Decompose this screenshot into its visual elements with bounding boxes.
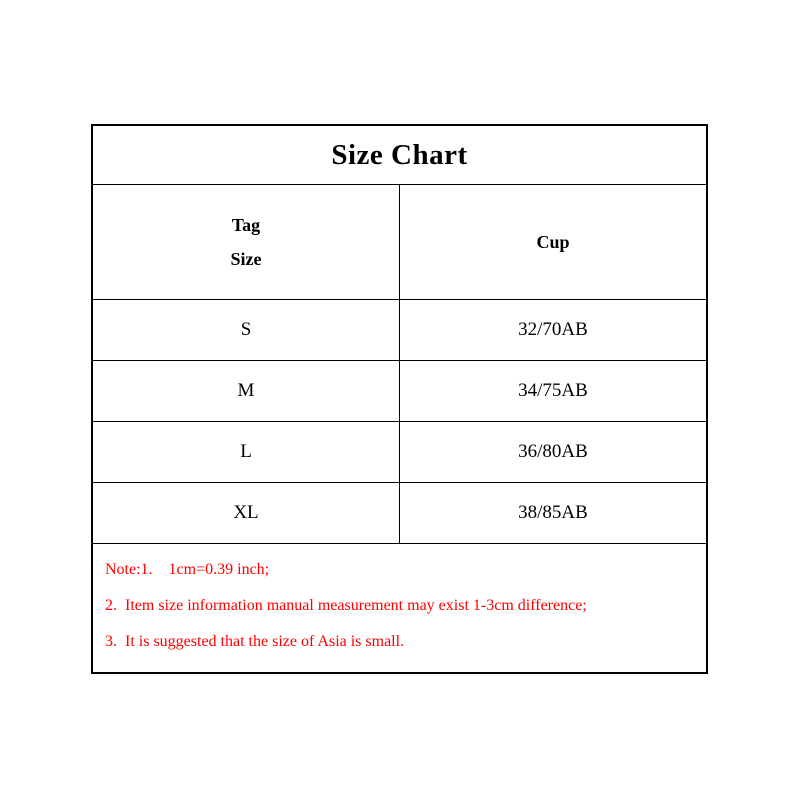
size-chart-table <box>93 126 706 672</box>
cell-cup-s: 32/70AB <box>400 300 707 361</box>
table-row <box>93 300 706 361</box>
column-header-cup: Cup <box>400 185 707 300</box>
note-line-2: 2. Item size information manual measurement may exist 1-3cm difference; <box>105 597 587 615</box>
column-header-tag-size <box>93 185 400 300</box>
size-chart-container <box>91 124 708 674</box>
table-row <box>93 361 706 422</box>
note-line-1: Note:1. 1cm=0.39 inch; <box>105 561 270 578</box>
cell-cup-xl: 38/85AB <box>400 483 707 544</box>
table-title-row <box>93 126 706 185</box>
column-header-tag-size-line2: Size <box>230 249 262 269</box>
cell-cup-m: 34/75AB <box>400 361 707 422</box>
column-header-tag-size-line1: Tag <box>231 214 261 235</box>
note-line-3: 3. It is suggested that the size of Asia is small. <box>105 633 405 651</box>
cell-size-s: S <box>93 300 400 361</box>
table-notes-row <box>93 544 706 672</box>
table-row <box>93 422 706 483</box>
cell-cup-l: 36/80AB <box>400 422 707 483</box>
cell-size-m: M <box>93 361 400 422</box>
notes-section <box>93 544 706 672</box>
table-header-row <box>93 185 706 300</box>
table-row <box>93 483 706 544</box>
cell-size-xl: XL <box>93 483 400 544</box>
cell-size-l: L <box>93 422 400 483</box>
page-title: Size Chart <box>93 126 706 185</box>
